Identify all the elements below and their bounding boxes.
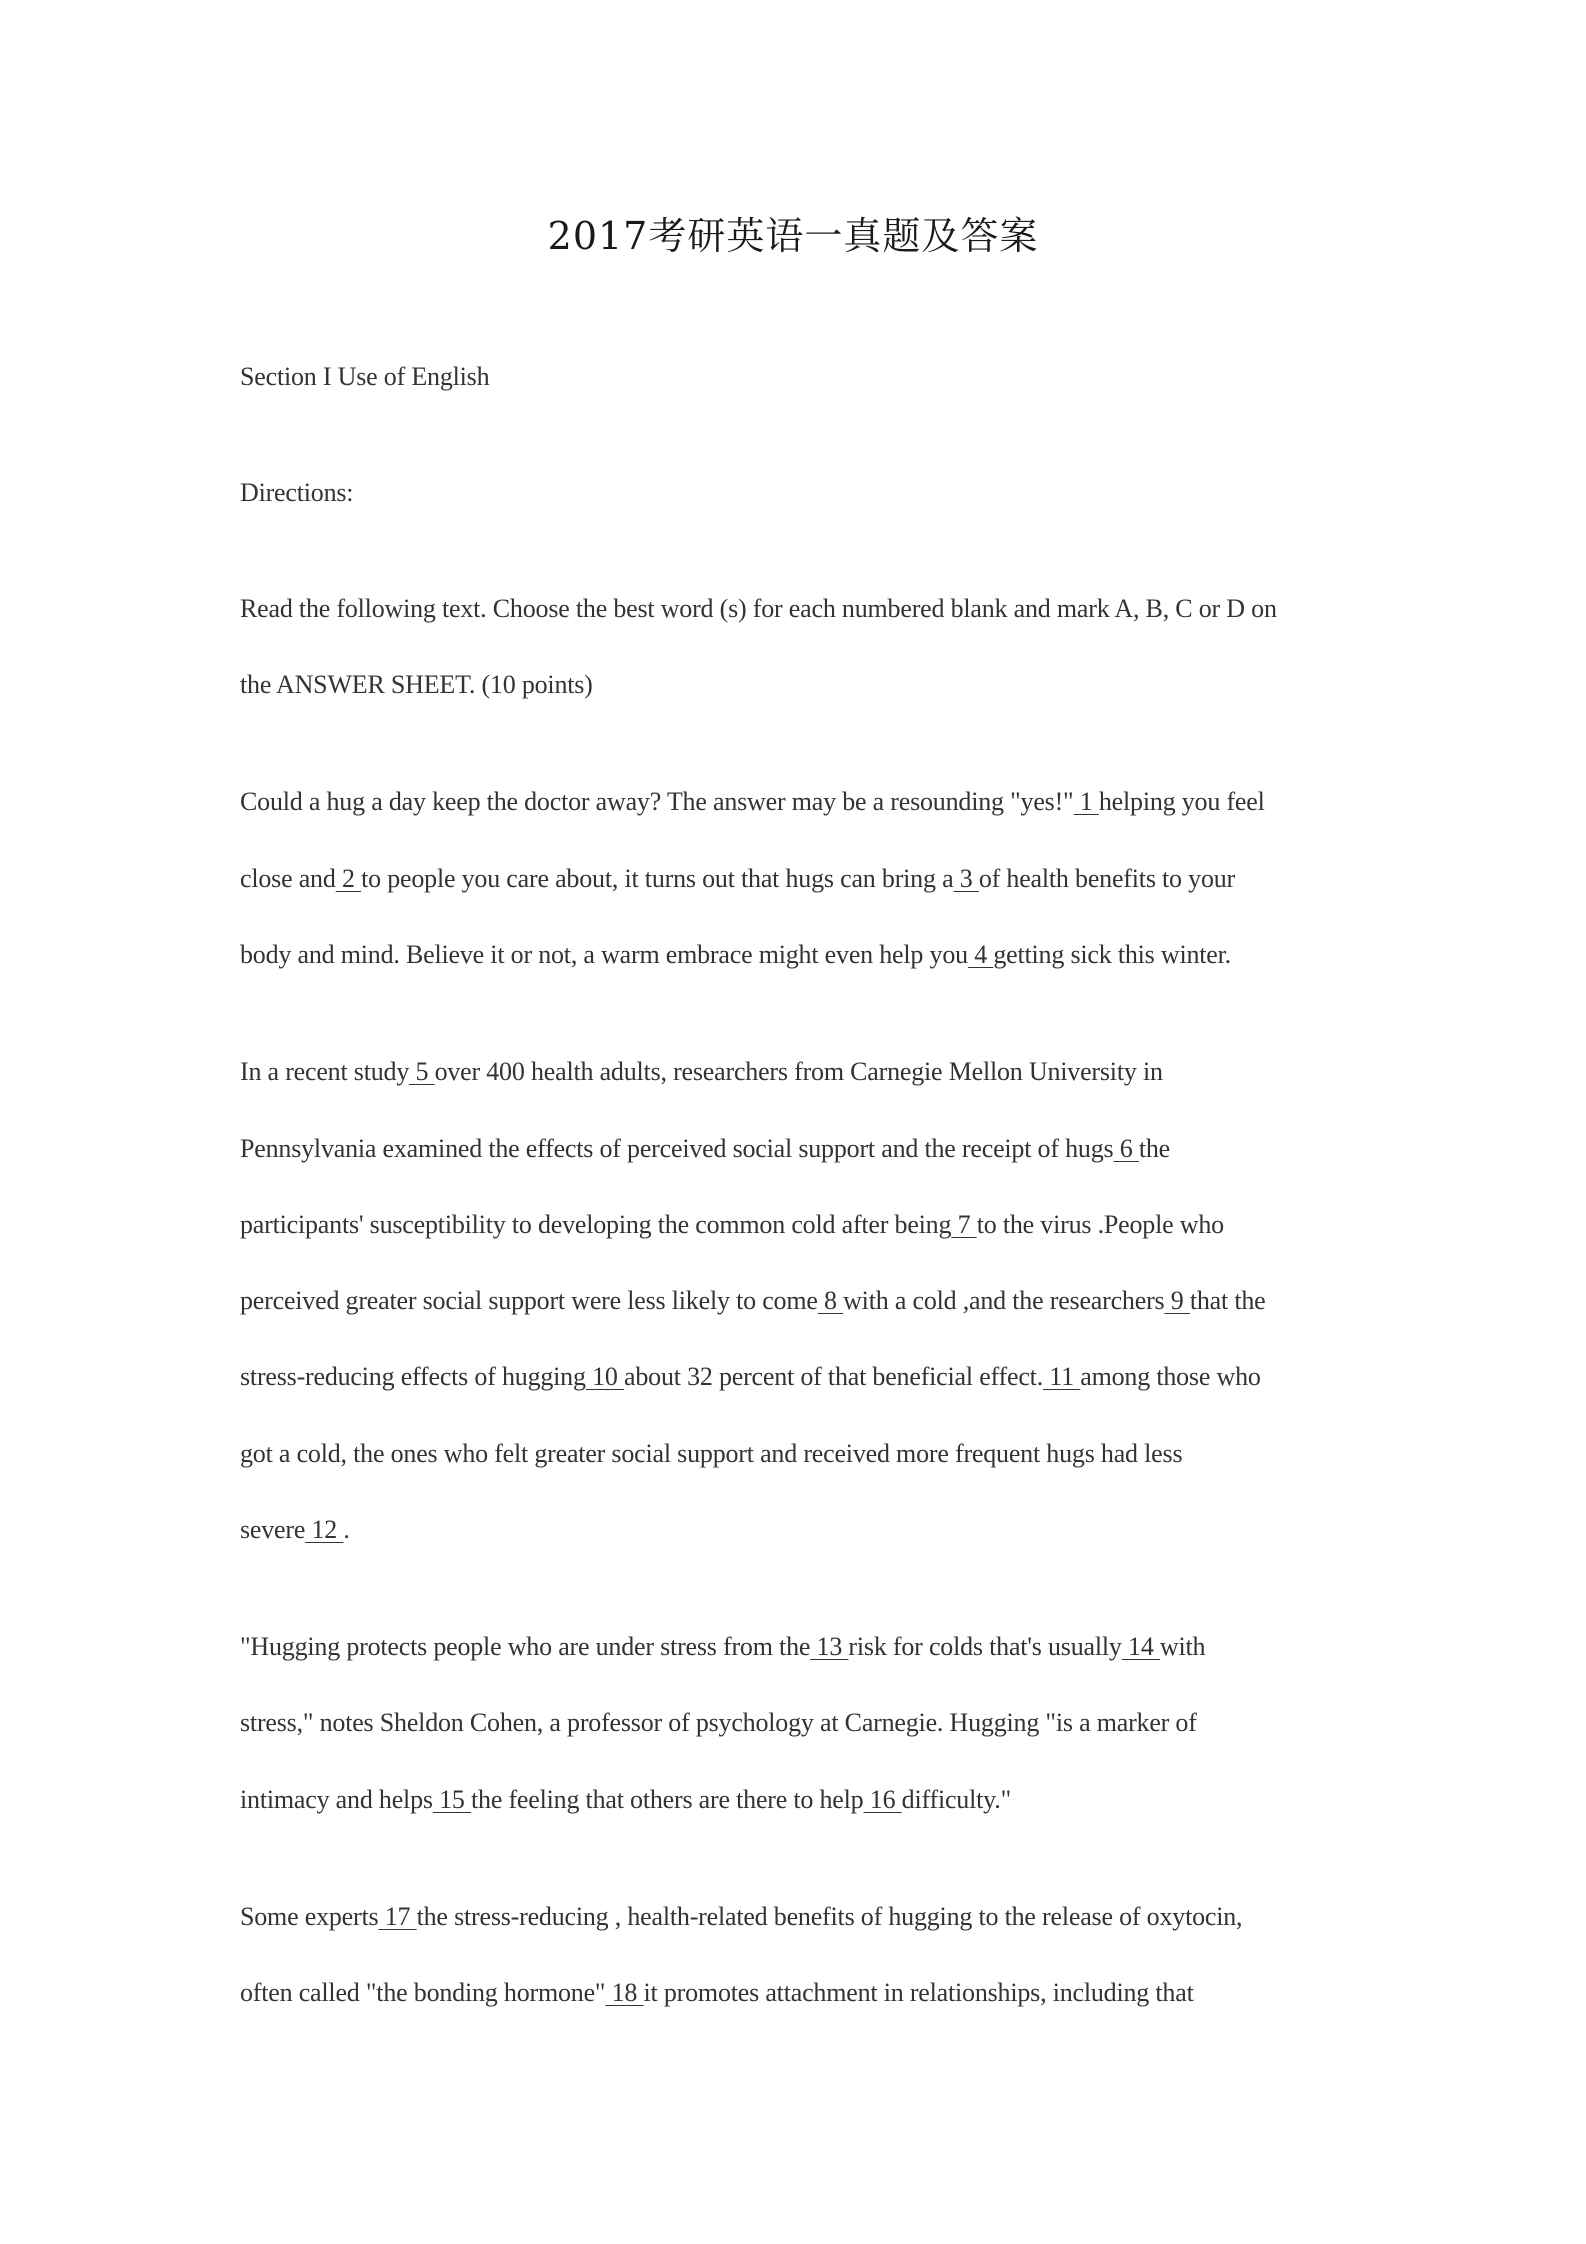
answer-blank: 6	[1113, 1134, 1139, 1163]
page-title: 2017考研英语一真题及答案	[547, 214, 1039, 258]
passage-text: severe	[240, 1515, 306, 1544]
answer-blank: 14	[1121, 1632, 1160, 1661]
passage-text: the	[1138, 1134, 1171, 1163]
answer-blank: 12	[305, 1515, 344, 1544]
passage-text: to people you care about, it turns out that hugs can bring a	[361, 864, 954, 893]
answer-blank: 3	[953, 864, 979, 893]
passage-text: the stress-reducing , health-related benefits of hugging to the release of oxytocin,	[416, 1902, 1243, 1931]
passage-text: .	[343, 1515, 350, 1544]
answer-blank: 7	[951, 1210, 977, 1239]
answer-blank: 15	[432, 1785, 471, 1814]
instruction-line-2: the ANSWER SHEET. (10 points)	[240, 670, 593, 699]
passage-text: of health benefits to your	[978, 864, 1236, 893]
passage-text: getting sick this winter.	[993, 940, 1231, 969]
answer-blank: 4	[967, 940, 994, 969]
passage-line	[240, 1902, 1242, 1932]
passage-line	[240, 1210, 1224, 1240]
passage-text: the feeling that others are there to help	[471, 1785, 864, 1814]
instruction-line-1: Read the following text. Choose the best word (s) for each numbered blank and mark A, B, C or D on	[240, 594, 1277, 623]
answer-blank: 5	[409, 1057, 435, 1086]
answer-blank: 10	[585, 1362, 624, 1391]
section-heading: Section I Use of English	[240, 362, 490, 391]
passage-text: risk for colds that's usually	[848, 1632, 1122, 1661]
passage-text: stress," notes Sheldon Cohen, a professor of psychology at Carnegie. Hugging "is a marker of	[240, 1708, 1197, 1737]
passage-text: Some experts	[240, 1902, 379, 1931]
answer-blank: 18	[605, 1978, 644, 2007]
passage-line	[240, 940, 1231, 970]
passage-text: In a recent study	[240, 1057, 410, 1086]
answer-blank: 8	[817, 1286, 844, 1315]
passage-text: with a cold ,and the researchers	[843, 1286, 1165, 1315]
passage-text: Pennsylvania examined the effects of perceived social support and the receipt of hugs	[240, 1134, 1114, 1163]
passage-text: often called "the bonding hormone"	[240, 1978, 606, 2007]
answer-blank: 9	[1164, 1286, 1190, 1315]
passage-line	[240, 1134, 1170, 1164]
passage-text: perceived greater social support were less likely to come	[240, 1286, 818, 1315]
passage-line	[240, 1286, 1266, 1316]
answer-blank: 2	[335, 864, 362, 893]
passage-line	[240, 1978, 1194, 2008]
answer-blank: 17	[378, 1902, 417, 1931]
passage-line	[240, 1057, 1163, 1087]
answer-blank: 11	[1043, 1362, 1081, 1391]
passage-line	[240, 864, 1235, 894]
passage-text: close and	[240, 864, 336, 893]
passage-line	[240, 1708, 1197, 1738]
passage-text: "Hugging protects people who are under stress from the	[240, 1632, 811, 1661]
passage-text: it promotes attachment in relationships, including that	[643, 1978, 1194, 2007]
passage-line	[240, 787, 1265, 817]
passage-text: that the	[1189, 1286, 1266, 1315]
directions-label: Directions:	[240, 478, 354, 507]
passage-line	[240, 1439, 1182, 1469]
passage-text: over 400 health adults, researchers from Carnegie Mellon University in	[434, 1057, 1163, 1086]
passage-line	[240, 1515, 350, 1545]
passage-line	[240, 1632, 1205, 1662]
answer-blank: 16	[863, 1785, 902, 1814]
answer-blank: 1	[1073, 787, 1099, 816]
passage-text: helping you feel	[1098, 787, 1265, 816]
answer-blank: 13	[810, 1632, 849, 1661]
passage-line	[240, 1785, 1011, 1815]
passage-text: with	[1159, 1632, 1206, 1661]
passage-text: about 32 percent of that beneficial effect.	[624, 1362, 1043, 1391]
passage-text: participants' susceptibility to developing the common cold after being	[240, 1210, 952, 1239]
passage-text: difficulty."	[901, 1785, 1011, 1814]
passage-text: among those who	[1080, 1362, 1261, 1391]
passage-text: stress-reducing effects of hugging	[240, 1362, 586, 1391]
passage-text: got a cold, the ones who felt greater social support and received more frequent hugs had less	[240, 1439, 1183, 1468]
passage-text: Could a hug a day keep the doctor away? The answer may be a resounding "yes!"	[240, 787, 1074, 816]
passage-text: intimacy and helps	[240, 1785, 433, 1814]
passage-line	[240, 1362, 1261, 1392]
passage-text: to the virus .People who	[976, 1210, 1224, 1239]
passage-text: body and mind. Believe it or not, a warm embrace might even help you	[240, 940, 968, 969]
